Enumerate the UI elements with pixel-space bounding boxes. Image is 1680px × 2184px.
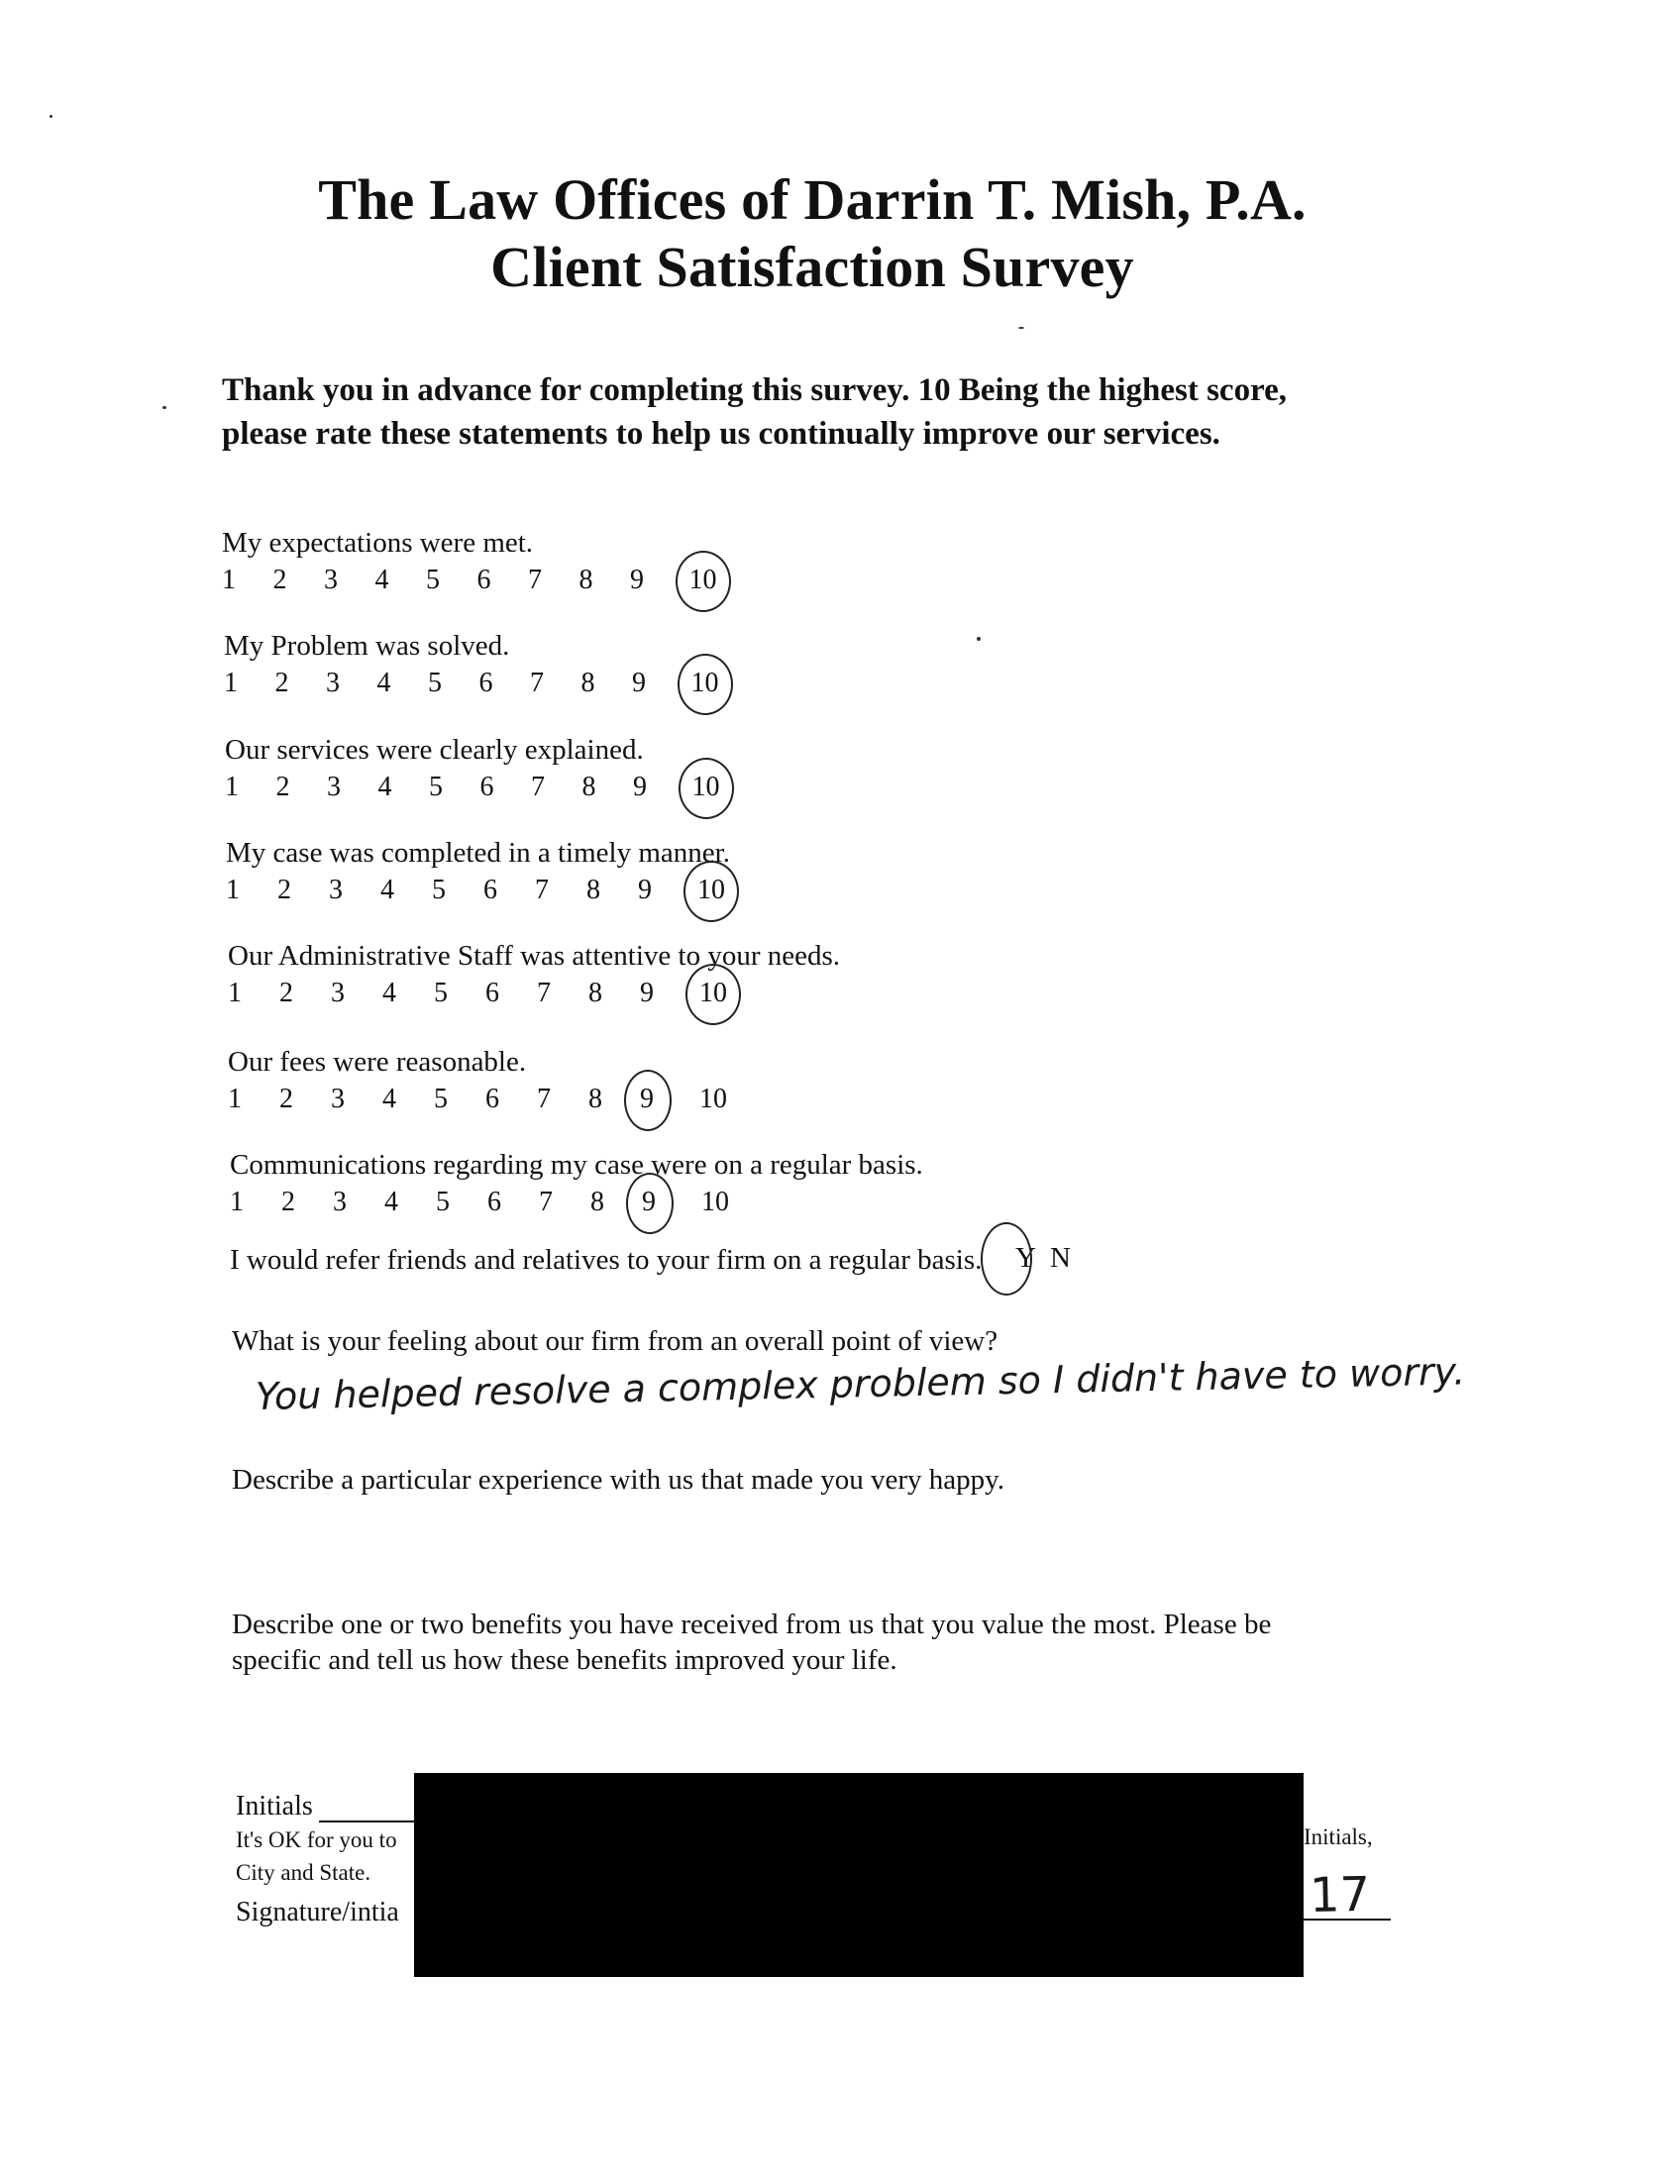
question-1-option-3[interactable]: 3 (324, 565, 338, 595)
question-6-option-1[interactable]: 1 (228, 1084, 242, 1114)
scan-speck (162, 406, 166, 409)
question-6-option-4[interactable]: 4 (382, 1084, 396, 1114)
benefits-question-line-2: specific and tell us how these benefits improved your life. (232, 1644, 897, 1676)
question-4-option-4[interactable]: 4 (380, 875, 394, 905)
question-2-option-6[interactable]: 6 (478, 668, 493, 698)
question-4-option-8[interactable]: 8 (586, 875, 600, 905)
question-3-option-9[interactable]: 9 (633, 772, 647, 802)
question-2-selected-circle (678, 654, 733, 715)
question-1-text: My expectations were met. (222, 527, 534, 559)
overall-question: What is your feeling about our firm from an overall point of view? (232, 1325, 998, 1357)
question-3-option-6[interactable]: 6 (479, 772, 494, 802)
intro-line-1: Thank you in advance for completing this survey. 10 Being the highest score, (222, 372, 1288, 408)
question-2-option-1[interactable]: 1 (224, 668, 238, 698)
question-6-selected-circle (624, 1070, 672, 1131)
referral-yes-circle (981, 1222, 1032, 1296)
referral-no: N (1050, 1242, 1071, 1274)
question-2-text: My Problem was solved. (224, 630, 510, 662)
question-3-option-2[interactable]: 2 (275, 772, 290, 802)
question-4-text: My case was completed in a timely manner. (226, 837, 730, 869)
overall-handwritten-answer: You helped resolve a complex problem so I didn't have to worry. (255, 1349, 1466, 1418)
city-state-text: City and State. (236, 1860, 371, 1885)
referral-question: I would refer friends and relatives to your firm on a regular basis. (230, 1244, 983, 1276)
survey-title: Client Satisfaction Survey (490, 235, 1134, 299)
question-2-option-2[interactable]: 2 (274, 668, 289, 698)
question-4-option-7[interactable]: 7 (535, 875, 549, 905)
question-4-option-6[interactable]: 6 (483, 875, 497, 905)
question-5-option-1[interactable]: 1 (228, 978, 242, 1008)
question-4-selected-circle (683, 861, 739, 922)
question-5-option-8[interactable]: 8 (588, 978, 602, 1008)
question-5-selected-circle (685, 964, 741, 1025)
question-2-option-7[interactable]: 7 (530, 668, 544, 698)
question-7-selected-circle (626, 1173, 674, 1234)
question-1-option-1[interactable]: 1 (222, 565, 236, 595)
question-1-option-2[interactable]: 2 (272, 565, 287, 595)
intro-line-2: please rate these statements to help us continually improve our services. (222, 416, 1220, 452)
question-7-option-6[interactable]: 6 (487, 1187, 501, 1217)
question-4-option-2[interactable]: 2 (277, 875, 291, 905)
question-7-option-7[interactable]: 7 (539, 1187, 553, 1217)
benefits-question-line-1: Describe one or two benefits you have received from us that you value the most. Please be (232, 1609, 1272, 1640)
question-6-text: Our fees were reasonable. (228, 1046, 527, 1078)
question-3-option-5[interactable]: 5 (429, 772, 443, 802)
signature-label: Signature/intia (236, 1897, 399, 1927)
question-5-option-7[interactable]: 7 (537, 978, 551, 1008)
question-2-option-9[interactable]: 9 (632, 668, 646, 698)
question-5-option-3[interactable]: 3 (331, 978, 345, 1008)
question-3-selected-circle (679, 758, 734, 819)
question-4-option-10[interactable]: 10 (697, 875, 725, 905)
question-3-option-1[interactable]: 1 (225, 772, 239, 802)
question-1-option-8[interactable]: 8 (578, 565, 593, 595)
question-2-option-10[interactable]: 10 (690, 668, 719, 698)
question-7-option-1[interactable]: 1 (230, 1187, 244, 1217)
question-6-option-5[interactable]: 5 (434, 1084, 448, 1114)
question-1-option-9[interactable]: 9 (630, 565, 644, 595)
question-7-option-2[interactable]: 2 (281, 1187, 295, 1217)
redaction-block (414, 1773, 1304, 1977)
referral-yes: Y (1015, 1242, 1036, 1274)
question-3-option-10[interactable]: 10 (691, 772, 720, 802)
question-5-option-2[interactable]: 2 (279, 978, 293, 1008)
question-2-option-5[interactable]: 5 (428, 668, 442, 698)
question-6-option-2[interactable]: 2 (279, 1084, 293, 1114)
question-5-option-10[interactable]: 10 (699, 978, 727, 1008)
question-7-option-5[interactable]: 5 (436, 1187, 450, 1217)
question-5-option-4[interactable]: 4 (382, 978, 396, 1008)
question-6-option-8[interactable]: 8 (588, 1084, 602, 1114)
ok-text: It's OK for you to (236, 1827, 397, 1852)
question-1-selected-circle (676, 551, 731, 612)
experience-question: Describe a particular experience with us that made you very happy. (232, 1464, 1004, 1496)
question-2-option-3[interactable]: 3 (326, 668, 340, 698)
question-6-option-10[interactable]: 10 (699, 1084, 727, 1114)
question-7-option-4[interactable]: 4 (384, 1187, 398, 1217)
question-3-option-4[interactable]: 4 (377, 772, 392, 802)
handwritten-date: 17 (1309, 1866, 1371, 1924)
question-1-option-7[interactable]: 7 (528, 565, 542, 595)
question-7-option-10[interactable]: 10 (701, 1187, 729, 1217)
question-6-option-7[interactable]: 7 (537, 1084, 551, 1114)
question-4-option-5[interactable]: 5 (432, 875, 446, 905)
question-1-option-5[interactable]: 5 (426, 565, 440, 595)
scan-speck (977, 637, 981, 641)
question-3-option-3[interactable]: 3 (327, 772, 341, 802)
question-7-option-9[interactable]: 9 (642, 1187, 656, 1217)
question-7-option-3[interactable]: 3 (333, 1187, 347, 1217)
question-4-option-3[interactable]: 3 (329, 875, 343, 905)
question-5-option-5[interactable]: 5 (434, 978, 448, 1008)
signature-underline (1304, 1919, 1391, 1921)
question-2-option-4[interactable]: 4 (376, 668, 391, 698)
question-4-option-9[interactable]: 9 (638, 875, 652, 905)
question-7-text: Communications regarding my case were on a regular basis. (230, 1149, 923, 1181)
question-1-option-4[interactable]: 4 (374, 565, 389, 595)
question-7-option-8[interactable]: 8 (590, 1187, 604, 1217)
question-1-option-10[interactable]: 10 (688, 565, 717, 595)
firm-title: The Law Offices of Darrin T. Mish, P.A. (318, 167, 1307, 232)
question-4-option-1[interactable]: 1 (226, 875, 240, 905)
question-1-option-6[interactable]: 6 (476, 565, 491, 595)
initials-underline (319, 1820, 418, 1822)
question-3-option-7[interactable]: 7 (531, 772, 545, 802)
initials-label: Initials (236, 1791, 313, 1821)
question-5-option-6[interactable]: 6 (485, 978, 499, 1008)
question-5-option-9[interactable]: 9 (640, 978, 654, 1008)
right-initials-label: Initials, (1304, 1824, 1373, 1849)
question-5-text: Our Administrative Staff was attentive to your needs. (228, 940, 841, 972)
scan-speck (1018, 327, 1024, 329)
question-2-option-8[interactable]: 8 (580, 668, 595, 698)
question-6-option-9[interactable]: 9 (640, 1084, 654, 1114)
question-6-option-6[interactable]: 6 (485, 1084, 499, 1114)
question-3-option-8[interactable]: 8 (581, 772, 596, 802)
question-6-option-3[interactable]: 3 (331, 1084, 345, 1114)
scan-speck (50, 115, 52, 118)
question-3-text: Our services were clearly explained. (225, 734, 644, 766)
intro-text (222, 368, 1470, 456)
